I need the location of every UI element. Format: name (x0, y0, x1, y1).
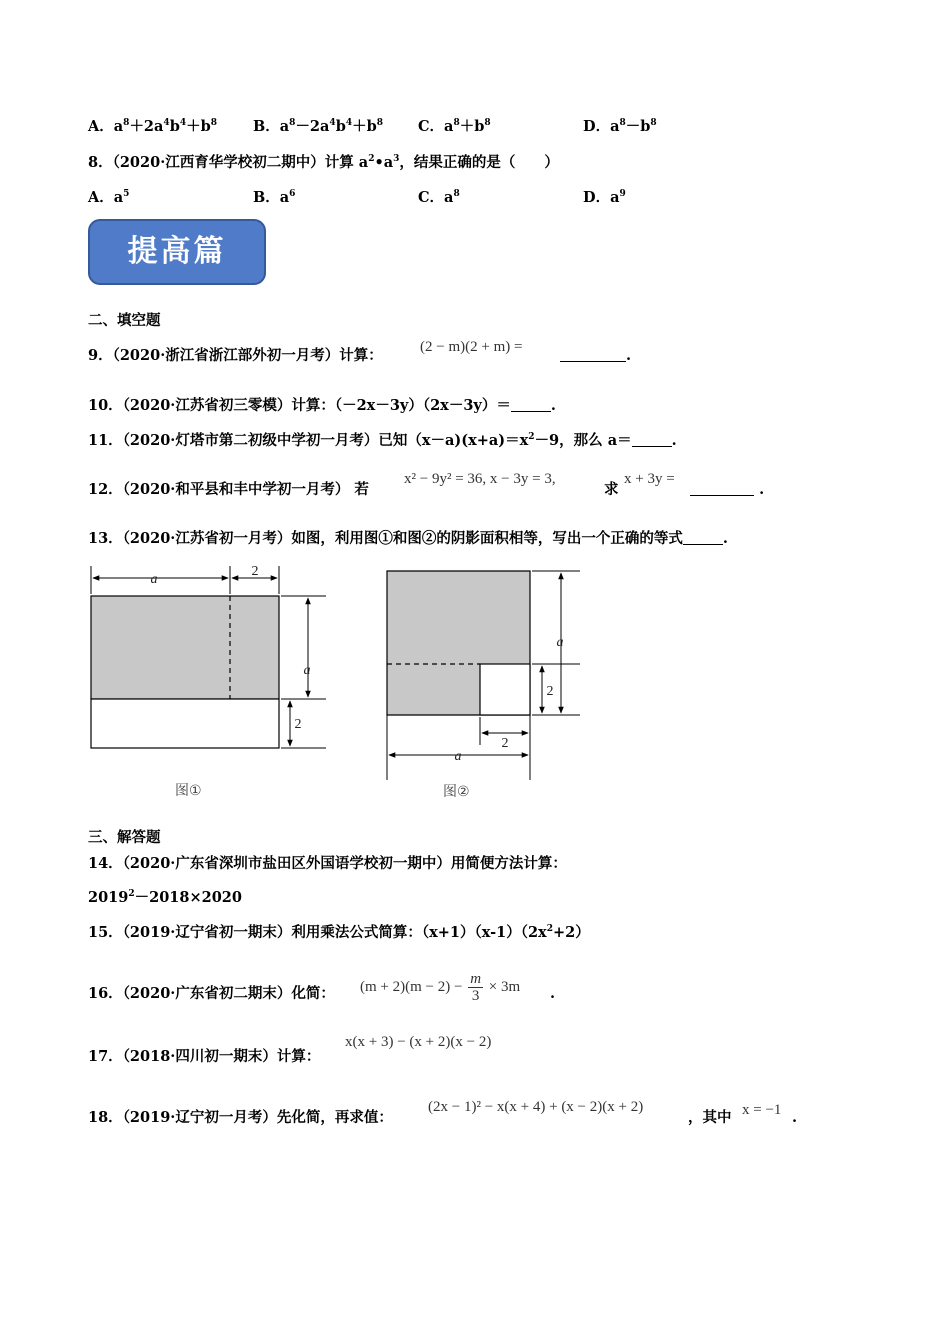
fig1-label-2-top: 2 (251, 564, 259, 579)
q18-formula: (2x − 1)² − x(x + 4) + (x − 2)(x + 2) (428, 1099, 644, 1115)
q8-option-c: C．$a^8$ (418, 189, 460, 206)
q13: 13．（2020·江苏省初一月考）如图，利用图①和图②的阴影面积相等，写出一个正确的等式 . (88, 530, 728, 547)
q16-end: . (550, 985, 556, 1002)
fig1-caption: 图① (175, 783, 202, 799)
q7-option-d: D．$a^8-b^8$ (583, 118, 657, 135)
q18-condition-label: ，其中 (688, 1109, 732, 1126)
q7-option-b: B．$a^8-2a^4b^4+b^8$ (253, 118, 383, 135)
q12-formula-given: x² − 9y² = 36, x − 3y = 3, (404, 471, 556, 487)
q8-option-d: D．$a^9$ (583, 189, 626, 206)
q17-formula: x(x + 3) − (x + 2)(x − 2) (345, 1034, 492, 1050)
fig2-caption: 图② (443, 784, 470, 800)
q8-option-a: A．$a^5$ (88, 189, 130, 206)
fig2-label-a-bottom: a (454, 749, 462, 764)
section-banner: 提高篇 (88, 219, 266, 285)
q11: 11．（2020·灯塔市第二初级中学初一月考）已知$(x-a)(x+a)=x^2-9$，那么 a＝ . (88, 432, 677, 449)
q16: 16．（2020·广东省初二期末）化简： (88, 985, 335, 1002)
q14-expression: $2019^2-2018\times 2020$ (88, 889, 242, 906)
fig1-label-a-side: a (303, 663, 311, 678)
q12: 12．（2020·和平县和丰中学初一月考） 若 (88, 481, 369, 498)
q12-ask: 求 (604, 481, 619, 498)
q18-end: . (792, 1109, 798, 1126)
q18-condition: x = −1 (742, 1102, 782, 1118)
fig1-label-2-side: 2 (294, 717, 302, 732)
q9: 9．（2020·浙江省浙江部外初一月考）计算： (88, 347, 383, 364)
q8-option-b: B．$a^6$ (253, 189, 296, 206)
q9-formula: (2 − m)(2 + m) = (420, 339, 523, 355)
fig1-shaded-area (91, 596, 279, 699)
fig1-lower-strip (91, 699, 279, 748)
q10: 10．（2020·江苏省初三零模）计算：（－2x－3y）（2x－3y）＝ . (88, 397, 556, 414)
fig2-label-a-side: a (556, 635, 564, 650)
q9-answer-blank: . (560, 347, 631, 365)
fig2-shaded-big (387, 571, 530, 664)
section-fill-blank-title: 二、填空题 (88, 312, 161, 329)
q7-option-a: A．$a^8+2a^4b^4+b^8$ (88, 118, 217, 135)
q17: 17．（2018·四川初一期末）计算： (88, 1048, 321, 1065)
fig2-label-2-side: 2 (546, 684, 554, 699)
fig2-shaded-small (387, 664, 480, 715)
q14: 14．（2020·广东省深圳市盐田区外国语学校初一期中）用简便方法计算： (88, 855, 567, 872)
q8-stem: 8．（2020·江西育华学校初二期中）计算 $a^2•a^3$，结果正确的是（ ） (88, 154, 559, 171)
q15: 15．（2019·辽宁省初一期末）利用乘法公式简算：$(x+1)(x-1)(2x^2+2)$ (88, 924, 590, 941)
q12-formula-ask: x + 3y = (624, 471, 675, 487)
fig2-white-square (480, 664, 530, 715)
q12-answer-blank: . (690, 481, 764, 499)
fig1-label-a-top: a (150, 572, 158, 587)
fig2-label-2-bottom: 2 (501, 736, 509, 751)
q18: 18．（2019·辽宁初一月考）先化简，再求值： (88, 1109, 393, 1126)
section-answer-title: 三、解答题 (88, 829, 161, 846)
q7-option-c: C．$a^8+b^8$ (418, 118, 491, 135)
q16-formula: (m + 2)(m − 2) − $\frac{m}{3}$ × 3m (360, 971, 521, 1004)
